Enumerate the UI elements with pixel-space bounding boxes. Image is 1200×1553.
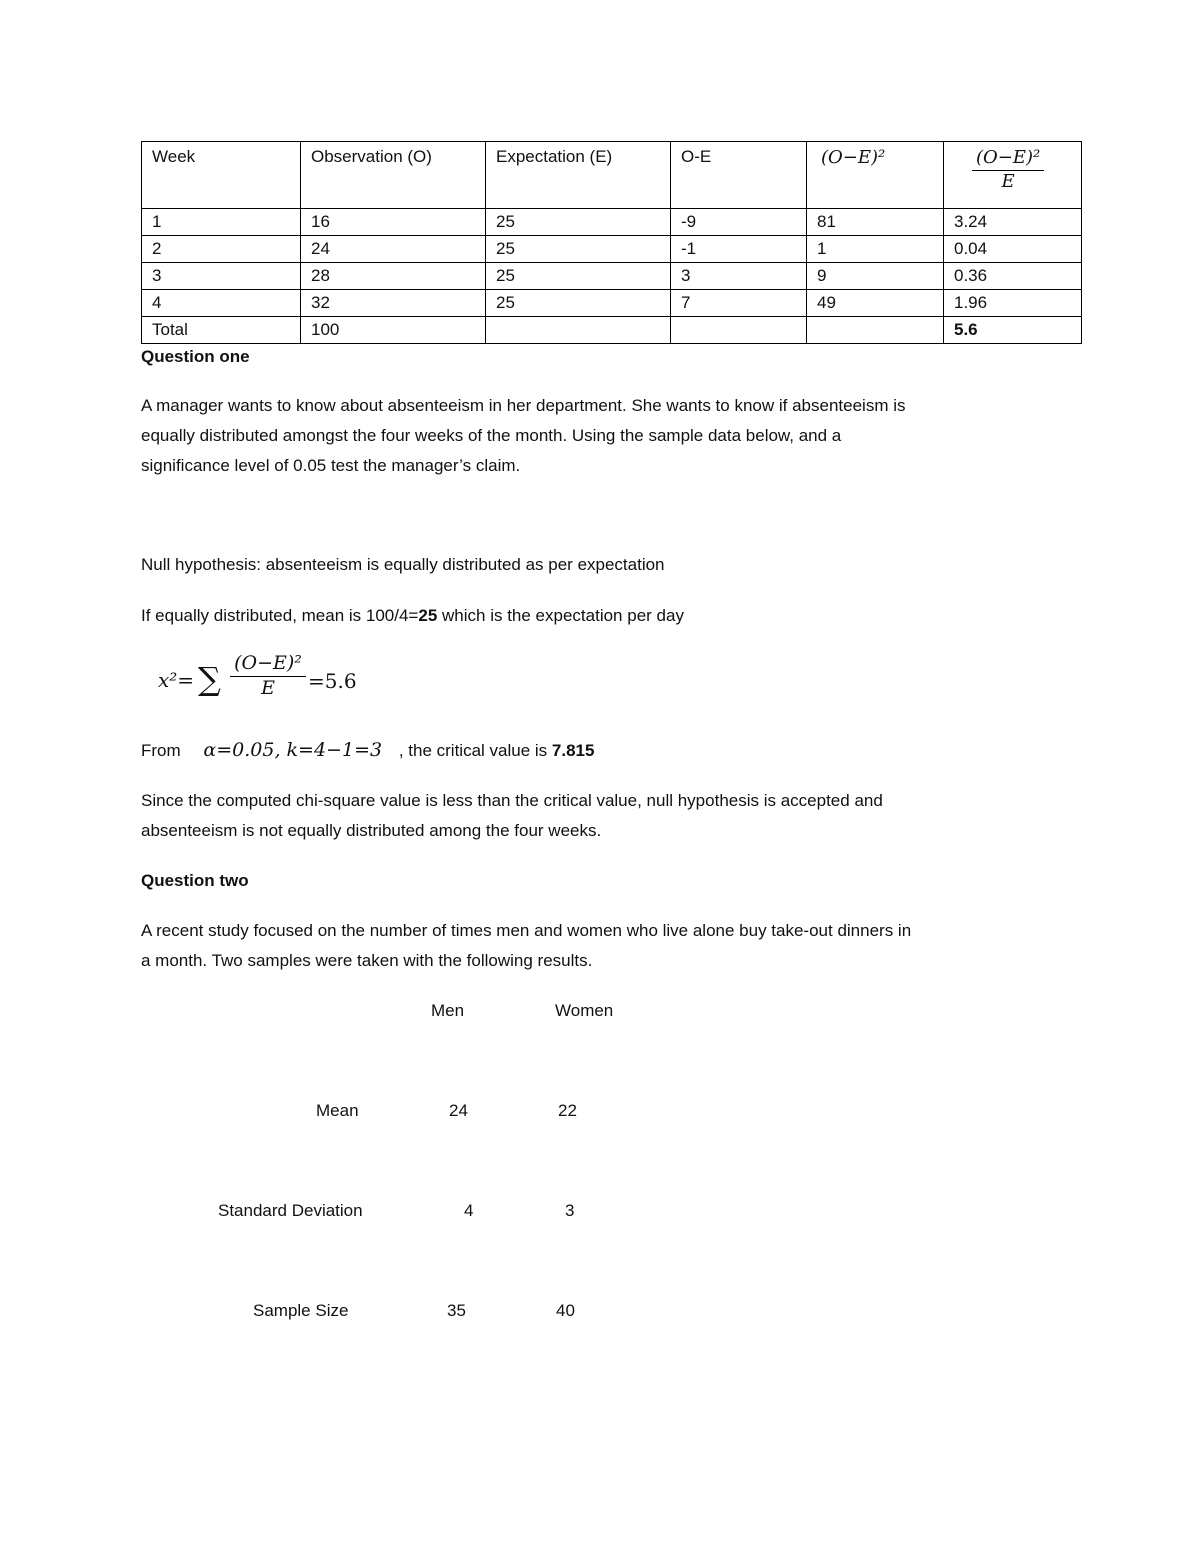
table-total-row bbox=[142, 317, 1082, 344]
conclusion-line: absenteeism is not equally distributed among the four weeks. bbox=[141, 821, 602, 840]
cell-squared: 9 bbox=[807, 263, 944, 290]
header-week: Week bbox=[142, 142, 301, 209]
cell-observation: 28 bbox=[301, 263, 486, 290]
chi-term-formula: $\frac{\text{(O−E)²}}{E}$ bbox=[972, 147, 1044, 192]
cell-week: 4 bbox=[142, 290, 301, 317]
stat-label-sample-size: Sample Size bbox=[253, 1301, 349, 1320]
cell-squared: 81 bbox=[807, 209, 944, 236]
cell-squared: 1 bbox=[807, 236, 944, 263]
stat-men-sd: 4 bbox=[464, 1201, 474, 1220]
cell-week: 3 bbox=[142, 263, 301, 290]
alpha-formula: α=0.05, k=4−1=3 bbox=[203, 739, 383, 761]
header-squared bbox=[807, 142, 944, 209]
header-observation: Observation (O) bbox=[301, 142, 486, 209]
stat-women-mean: 22 bbox=[558, 1101, 577, 1120]
cell-total-observation: 100 bbox=[301, 317, 486, 344]
q1-paragraph-line: A manager wants to know about absenteeism in her department. She wants to know if absenteeism is bbox=[141, 396, 906, 415]
stat-label-sd: Standard Deviation bbox=[218, 1201, 363, 1220]
column-women: Women bbox=[555, 1001, 614, 1020]
cell-empty bbox=[486, 317, 671, 344]
table-header-row bbox=[142, 142, 1082, 209]
cell-observation: 24 bbox=[301, 236, 486, 263]
cell-empty bbox=[671, 317, 807, 344]
cell-total-label: Total bbox=[142, 317, 301, 344]
cell-expectation: 25 bbox=[486, 263, 671, 290]
stat-men-sample-size: 35 bbox=[447, 1301, 466, 1320]
critical-value-statement: From α=0.05, k=4−1=3 , the critical value is 7.815 bbox=[141, 739, 595, 761]
cell-squared: 49 bbox=[807, 290, 944, 317]
cell-week: 1 bbox=[142, 209, 301, 236]
cell-observation: 16 bbox=[301, 209, 486, 236]
sigma-icon: ∑ bbox=[198, 660, 221, 698]
q1-paragraph-line: equally distributed amongst the four weeks of the month. Using the sample data below, and a bbox=[141, 426, 842, 445]
table-row bbox=[142, 263, 1082, 290]
question-one-heading: Question one bbox=[141, 347, 250, 366]
cell-expectation: 25 bbox=[486, 290, 671, 317]
cell-chi-term: 3.24 bbox=[944, 209, 1082, 236]
cell-chi-term: 0.36 bbox=[944, 263, 1082, 290]
column-men: Men bbox=[431, 1001, 465, 1020]
cell-o-minus-e: -9 bbox=[671, 209, 807, 236]
stat-label-mean: Mean bbox=[316, 1101, 359, 1120]
table-row bbox=[142, 290, 1082, 317]
cell-empty bbox=[807, 317, 944, 344]
null-hypothesis: Null hypothesis: absenteeism is equally distributed as per expectation bbox=[141, 555, 665, 574]
table-row bbox=[142, 236, 1082, 263]
cell-expectation: 25 bbox=[486, 209, 671, 236]
cell-total-chi: 5.6 bbox=[944, 317, 1082, 344]
cell-week: 2 bbox=[142, 236, 301, 263]
q2-paragraph-line: A recent study focused on the number of times men and women who live alone buy take-out dinners in bbox=[141, 921, 912, 940]
header-o-minus-e: O-E bbox=[671, 142, 807, 209]
stat-women-sample-size: 40 bbox=[556, 1301, 575, 1320]
cell-chi-term: 0.04 bbox=[944, 236, 1082, 263]
question-two-heading: Question two bbox=[141, 871, 249, 890]
stat-women-sd: 3 bbox=[565, 1201, 575, 1220]
cell-expectation: 25 bbox=[486, 236, 671, 263]
mean-statement: If equally distributed, mean is 100/4=25 which is the expectation per day bbox=[141, 606, 684, 625]
cell-chi-term: 1.96 bbox=[944, 290, 1082, 317]
conclusion-line: Since the computed chi-square value is less than the critical value, null hypothesis is accepted and bbox=[141, 791, 883, 810]
squared-diff-formula: (O−E)² bbox=[821, 147, 886, 168]
cell-o-minus-e: 3 bbox=[671, 263, 807, 290]
q2-paragraph-line: a month. Two samples were taken with the following results. bbox=[141, 951, 593, 970]
q1-paragraph-line: significance level of 0.05 test the manager’s claim. bbox=[141, 456, 521, 475]
header-expectation: Expectation (E) bbox=[486, 142, 671, 209]
chi-square-table bbox=[141, 141, 1082, 344]
stat-men-mean: 24 bbox=[449, 1101, 468, 1120]
cell-o-minus-e: -1 bbox=[671, 236, 807, 263]
cell-observation: 32 bbox=[301, 290, 486, 317]
cell-o-minus-e: 7 bbox=[671, 290, 807, 317]
table-row bbox=[142, 209, 1082, 236]
header-chi-term bbox=[944, 142, 1082, 209]
